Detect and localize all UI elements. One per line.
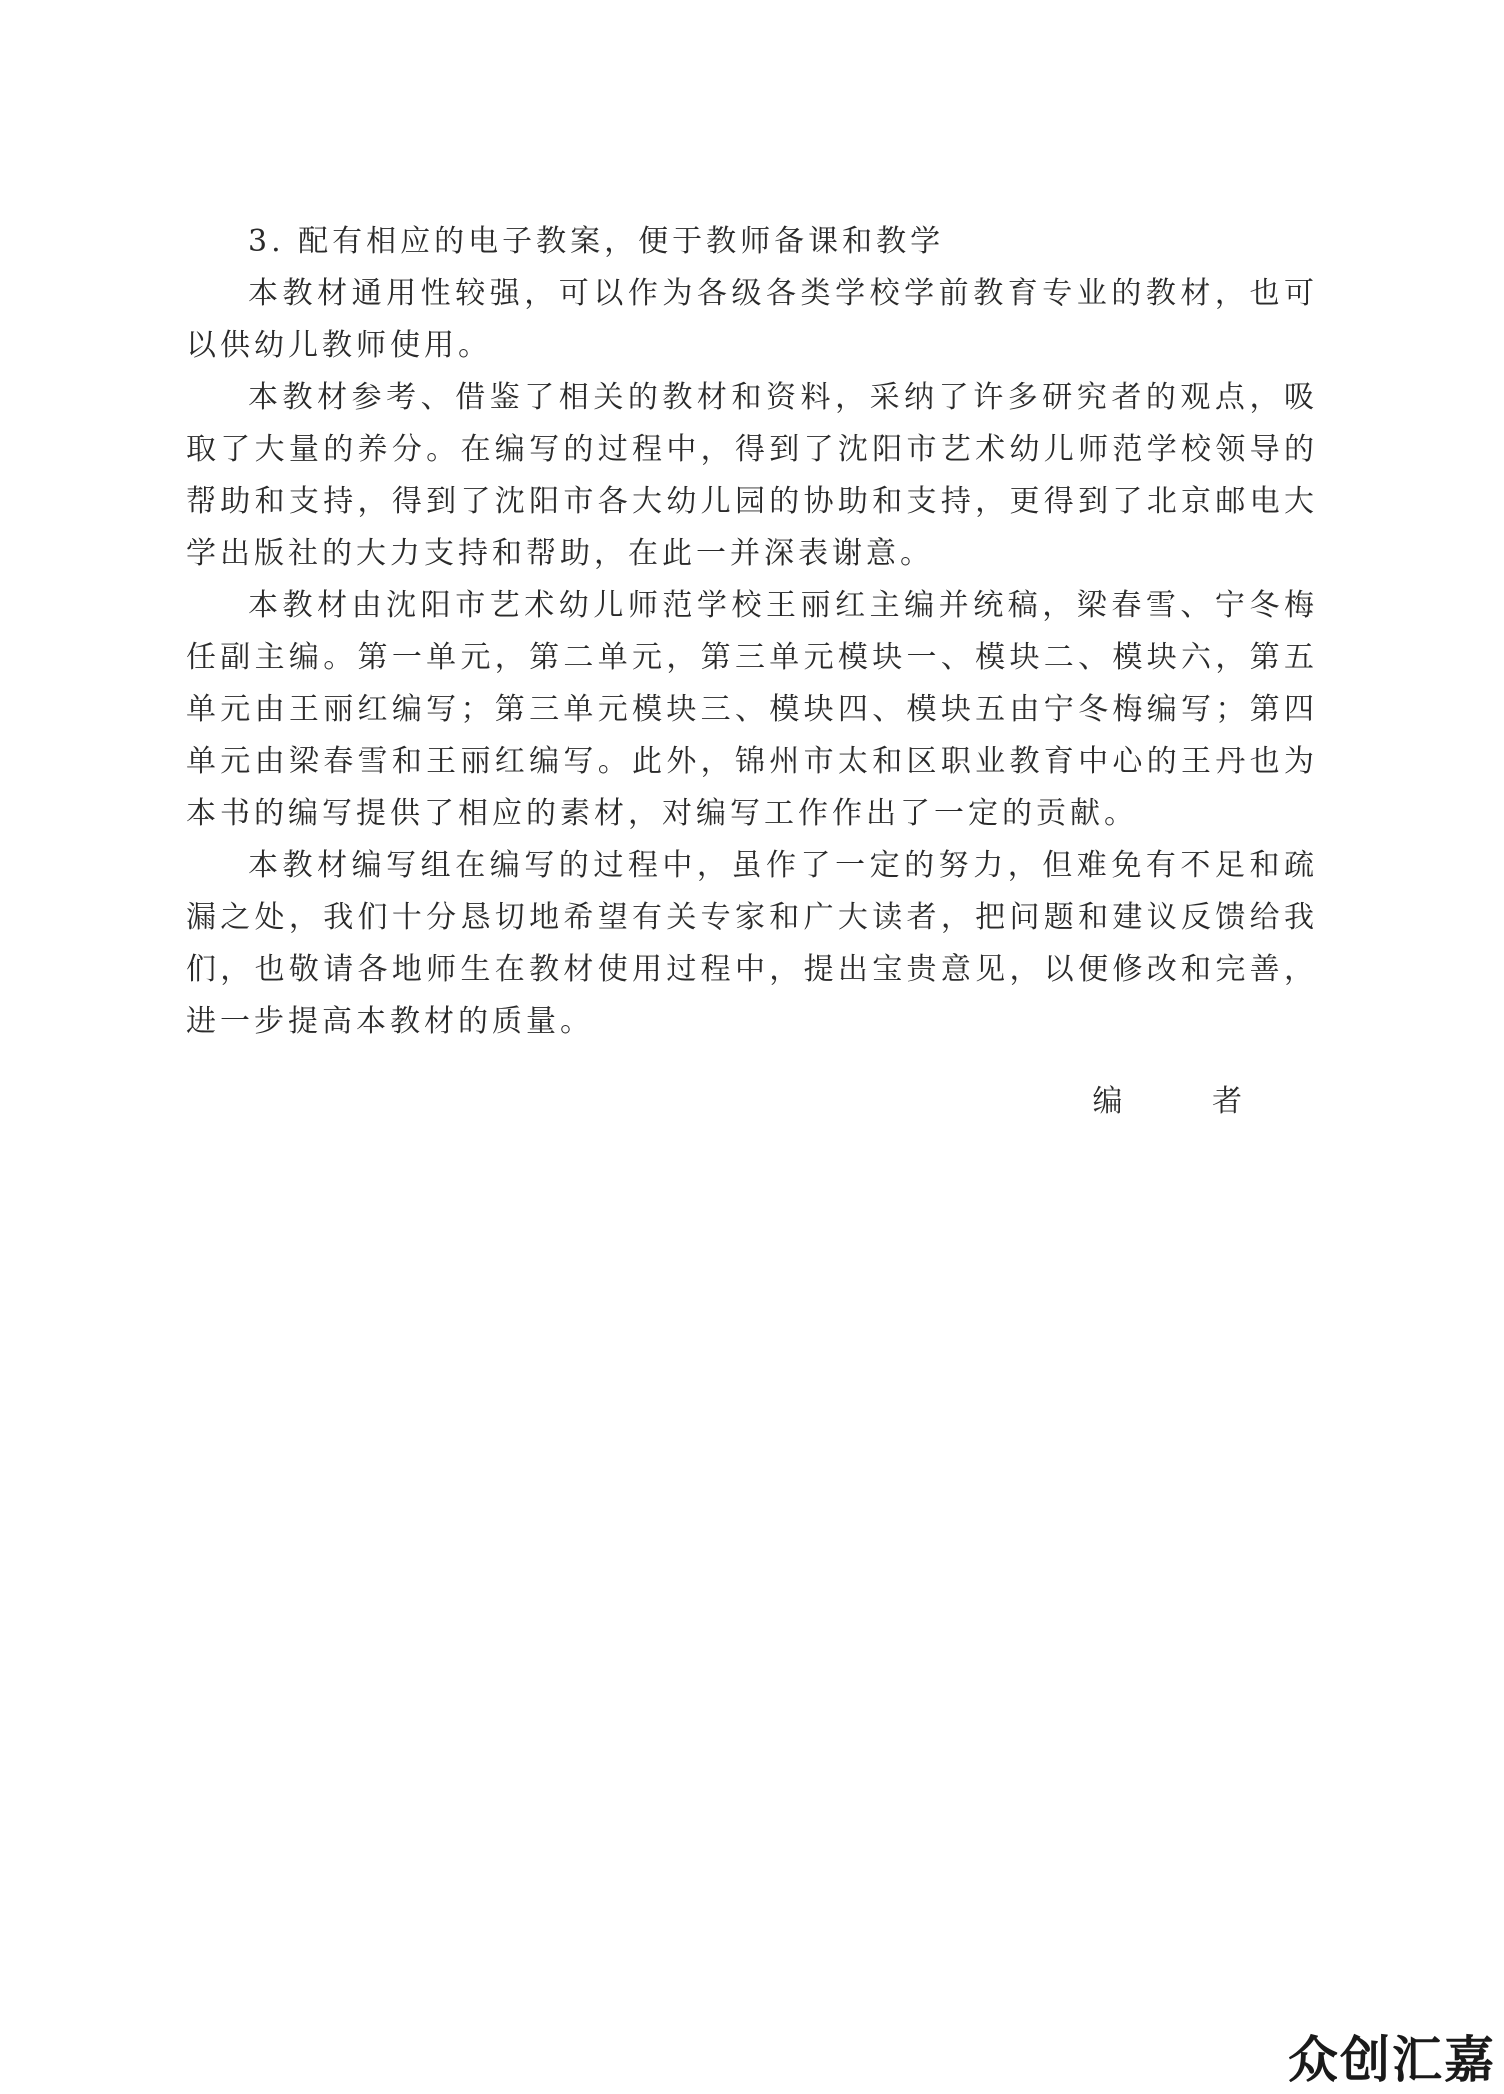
- list-item-3: 3. 配有相应的电子教案，便于教师备课和教学: [248, 224, 945, 259]
- paragraph-authors: 本教材由沈阳市艺术幼儿师范学校王丽红主编并统稿，梁春雪、宁冬梅任副主编。第一单元，第二单元，第三单元模块一、模块二、模块六，第五单元由王丽红编写；第三单元模块三、模块四、模块五由宁冬梅编写；第四单元由梁春雪和王丽红编写。此外，锦州市太和区职业教育中心的王丹也为本书的编写提供了相应的素材，对编写工作作出了一定的贡献。: [186, 588, 1318, 831]
- body-text: [186, 216, 1318, 1048]
- watermark-text: 众创汇嘉: [1288, 2031, 1496, 2089]
- paragraph-acknowledgements: 本教材参考、借鉴了相关的教材和资料，采纳了许多研究者的观点，吸取了大量的养分。在编写的过程中，得到了沈阳市艺术幼儿师范学校领导的帮助和支持，得到了沈阳市各大幼儿园的协助和支持，更得到了北京邮电大学出版社的大力支持和帮助，在此一并深表谢意。: [186, 380, 1318, 571]
- paragraph-applicability: 本教材通用性较强，可以作为各级各类学校学前教育专业的教材，也可以供幼儿教师使用。: [186, 276, 1318, 363]
- paragraph-feedback: 本教材编写组在编写的过程中，虽作了一定的努力，但难免有不足和疏漏之处，我们十分恳切地希望有关专家和广大读者，把问题和建议反馈给我们，也敬请各地师生在教材使用过程中，提出宝贵意见，以便修改和完善，进一步提高本教材的质量。: [186, 848, 1318, 1039]
- signature: 编 者: [1092, 1084, 1282, 1119]
